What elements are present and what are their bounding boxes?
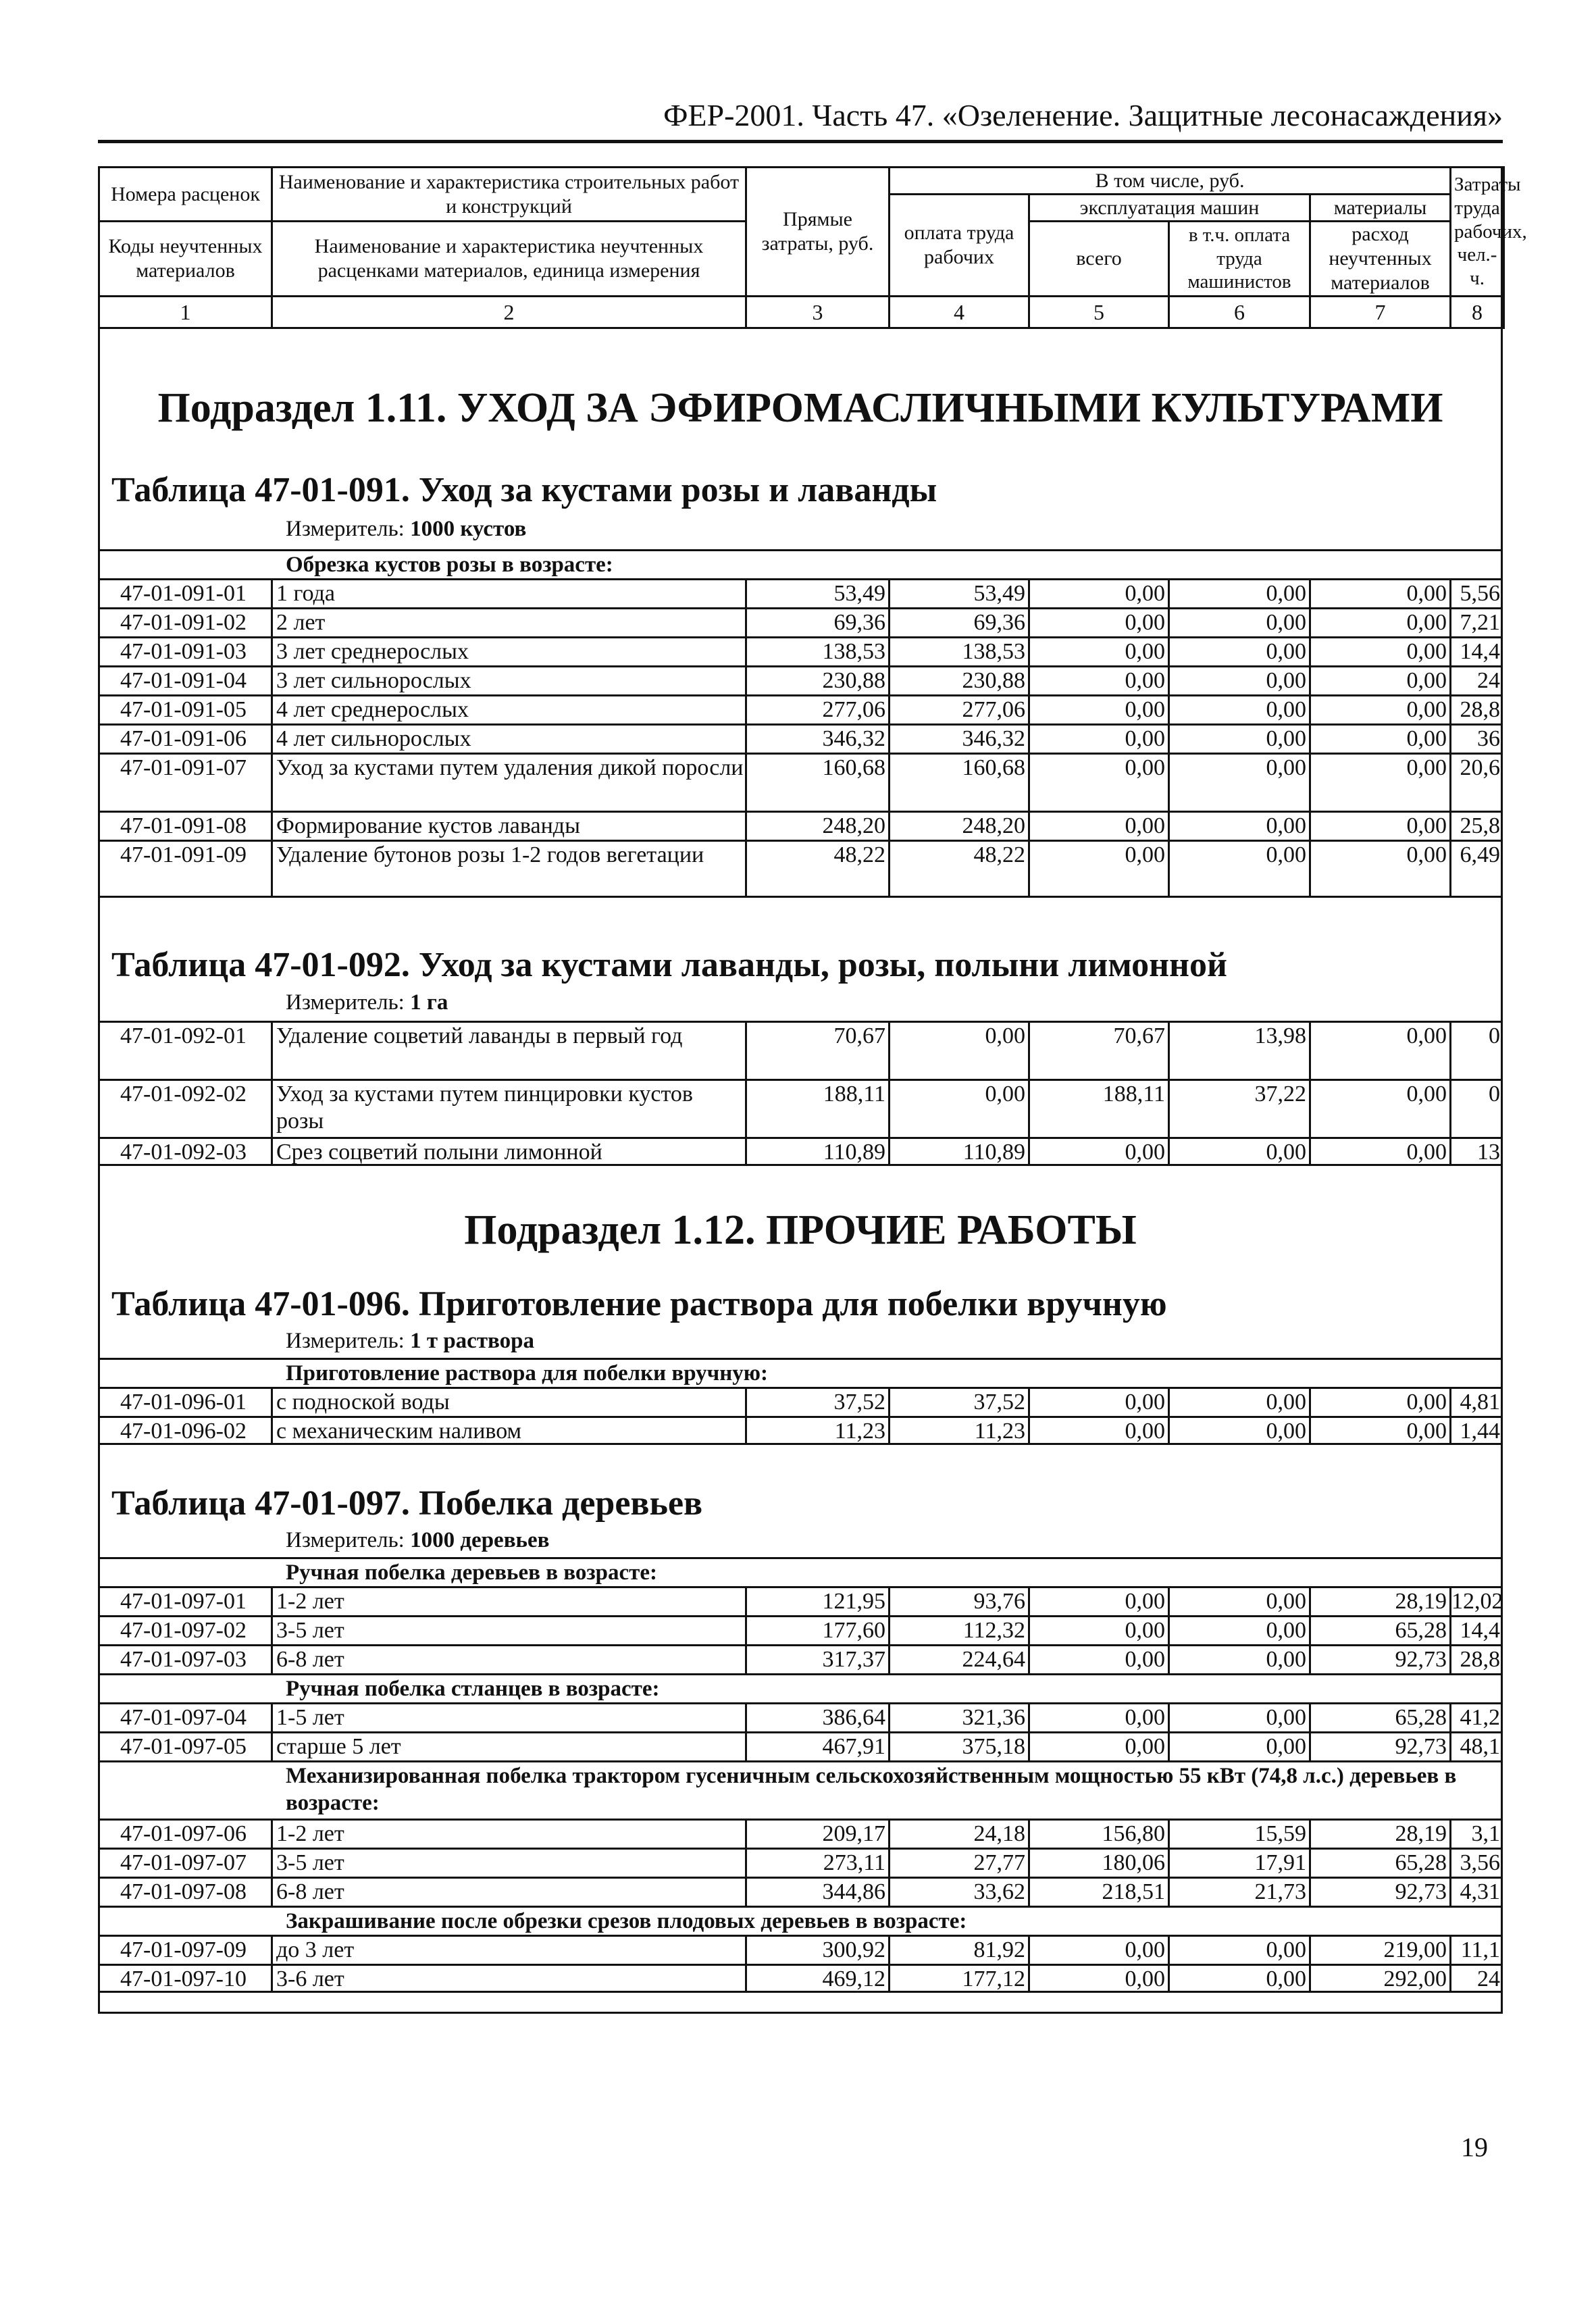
operator-cost-cell: 0,00 bbox=[1168, 1389, 1309, 1416]
work-name: 1-2 лет bbox=[271, 1588, 744, 1615]
direct-cost-cell: 273,11 bbox=[745, 1850, 888, 1877]
machine-cost-cell: 0,00 bbox=[1028, 1389, 1168, 1416]
labor-cost-cell: 375,18 bbox=[888, 1733, 1028, 1760]
material-cost-cell: 28,19 bbox=[1309, 1821, 1449, 1848]
labor-hours-cell: 14,4 bbox=[1449, 638, 1503, 665]
rate-code: 47-01-096-02 bbox=[120, 1419, 247, 1443]
labor-hours-cell: 0 bbox=[1449, 1023, 1503, 1079]
section-title: Подраздел 1.11. УХОД ЗА ЭФИРОМАСЛИЧНЫМИ КУЛЬТУРАМИ bbox=[157, 385, 1443, 431]
machine-cost-cell: 0,00 bbox=[1028, 813, 1168, 840]
labor-cost-cell: 81,92 bbox=[888, 1937, 1028, 1964]
machine-cost-cell: 0,00 bbox=[1028, 842, 1168, 896]
labor-hours-cell: 4,31 bbox=[1449, 1879, 1503, 1906]
labor-cost-cell: 11,23 bbox=[888, 1418, 1028, 1443]
rate-code: 47-01-097-05 bbox=[120, 1734, 247, 1759]
direct-cost-cell: 386,64 bbox=[745, 1704, 888, 1731]
labor-cost-cell: 69,36 bbox=[888, 609, 1028, 636]
table-row bbox=[98, 1644, 1503, 1673]
group-header: Приготовление раствора для побелки вручную: bbox=[98, 1358, 1503, 1387]
measure-label: Измеритель: 1 т раствора bbox=[286, 1329, 534, 1353]
work-name: Удаление соцветий лаванды в первый год bbox=[271, 1023, 744, 1079]
operator-cost-cell: 0,00 bbox=[1168, 696, 1309, 723]
labor-cost-cell: 0,00 bbox=[888, 1081, 1028, 1137]
table-row bbox=[98, 1416, 1503, 1445]
direct-cost-cell: 11,23 bbox=[745, 1418, 888, 1443]
machine-cost-cell: 0,00 bbox=[1028, 667, 1168, 694]
labor-cost-cell: 224,64 bbox=[888, 1646, 1028, 1673]
machine-cost-cell: 180,06 bbox=[1028, 1850, 1168, 1877]
direct-cost-cell: 53,49 bbox=[745, 580, 888, 607]
table-row bbox=[98, 1615, 1503, 1644]
work-name: с механическим наливом bbox=[271, 1418, 744, 1443]
rate-code: 47-01-091-02 bbox=[120, 610, 247, 635]
work-name: 3 лет среднерослых bbox=[271, 638, 744, 665]
table-title: Таблица 47-01-096. Приготовление раствора для побелки вручную bbox=[111, 1285, 1167, 1323]
table-row bbox=[98, 694, 1503, 723]
column-number: 8 bbox=[1451, 297, 1504, 328]
operator-cost-cell: 0,00 bbox=[1168, 638, 1309, 665]
material-cost-cell: 219,00 bbox=[1309, 1937, 1449, 1964]
direct-cost-cell: 69,36 bbox=[745, 609, 888, 636]
material-cost-cell: 28,19 bbox=[1309, 1588, 1449, 1615]
direct-cost-cell: 317,37 bbox=[745, 1646, 888, 1673]
column-number: 7 bbox=[1310, 297, 1451, 328]
direct-cost-cell: 48,22 bbox=[745, 842, 888, 896]
col6-header: в т.ч. оплата труда машинистов bbox=[1169, 222, 1310, 297]
work-name: 4 лет сильнорослых bbox=[271, 726, 744, 753]
direct-cost-cell: 469,12 bbox=[745, 1966, 888, 1991]
labor-cost-cell: 53,49 bbox=[888, 580, 1028, 607]
work-name: Срез соцветий полыни лимонной bbox=[271, 1139, 744, 1164]
rate-code: 47-01-092-01 bbox=[120, 1023, 247, 1048]
labor-hours-cell: 13 bbox=[1449, 1139, 1503, 1164]
material-cost-cell: 0,00 bbox=[1309, 667, 1449, 694]
column-number: 2 bbox=[272, 297, 746, 328]
labor-hours-cell: 25,8 bbox=[1449, 813, 1503, 840]
operator-cost-cell: 13,98 bbox=[1168, 1023, 1309, 1079]
material-cost-cell: 0,00 bbox=[1309, 696, 1449, 723]
col3-header: Прямые затраты, руб. bbox=[746, 168, 890, 297]
group-header: Ручная побелка деревьев в возрасте: bbox=[98, 1557, 1503, 1586]
machine-cost-cell: 0,00 bbox=[1028, 609, 1168, 636]
labor-hours-cell: 20,6 bbox=[1449, 755, 1503, 811]
operator-cost-cell: 0,00 bbox=[1168, 726, 1309, 753]
operator-cost-cell: 0,00 bbox=[1168, 1139, 1309, 1164]
machine-cost-cell: 70,67 bbox=[1028, 1023, 1168, 1079]
col1-bottom-header: Коды неучтенных материалов bbox=[99, 222, 272, 297]
labor-hours-cell: 28,8 bbox=[1449, 696, 1503, 723]
rate-code: 47-01-091-09 bbox=[120, 842, 247, 867]
labor-hours-cell: 5,56 bbox=[1449, 580, 1503, 607]
table-title: Таблица 47-01-097. Побелка деревьев bbox=[111, 1484, 703, 1523]
labor-hours-cell: 41,2 bbox=[1449, 1704, 1503, 1731]
work-name: 3-5 лет bbox=[271, 1617, 744, 1644]
measure-label: Измеритель: 1000 кустов bbox=[286, 517, 527, 541]
table-row bbox=[98, 1387, 1503, 1416]
rate-code: 47-01-092-03 bbox=[120, 1140, 247, 1164]
table-row bbox=[98, 723, 1503, 753]
work-name: 3-6 лет bbox=[271, 1966, 744, 1991]
operator-cost-cell: 0,00 bbox=[1168, 1704, 1309, 1731]
material-cost-cell: 0,00 bbox=[1309, 842, 1449, 896]
rate-code: 47-01-091-07 bbox=[120, 755, 247, 780]
rate-code: 47-01-091-01 bbox=[120, 581, 247, 606]
machine-cost-cell: 0,00 bbox=[1028, 1704, 1168, 1731]
operator-cost-cell: 0,00 bbox=[1168, 755, 1309, 811]
labor-hours-cell: 24 bbox=[1449, 1966, 1503, 1991]
machine-cost-cell: 0,00 bbox=[1028, 638, 1168, 665]
labor-cost-cell: 160,68 bbox=[888, 755, 1028, 811]
material-cost-cell: 0,00 bbox=[1309, 813, 1449, 840]
rate-code: 47-01-091-04 bbox=[120, 668, 247, 693]
page-number: 19 bbox=[1461, 2132, 1488, 2162]
machine-cost-cell: 0,00 bbox=[1028, 1139, 1168, 1164]
table-row bbox=[98, 1731, 1503, 1760]
labor-cost-cell: 321,36 bbox=[888, 1704, 1028, 1731]
labor-cost-cell: 230,88 bbox=[888, 667, 1028, 694]
labor-cost-cell: 112,32 bbox=[888, 1617, 1028, 1644]
machine-cost-cell: 0,00 bbox=[1028, 1617, 1168, 1644]
material-cost-cell: 0,00 bbox=[1309, 755, 1449, 811]
rate-code: 47-01-091-08 bbox=[120, 813, 247, 838]
operator-cost-cell: 0,00 bbox=[1168, 667, 1309, 694]
labor-cost-cell: 346,32 bbox=[888, 726, 1028, 753]
rate-code: 47-01-097-02 bbox=[120, 1618, 247, 1643]
table-row bbox=[98, 1935, 1503, 1964]
operator-cost-cell: 0,00 bbox=[1168, 813, 1309, 840]
group-header: Ручная побелка стланцев в возрасте: bbox=[98, 1673, 1503, 1702]
material-cost-cell: 0,00 bbox=[1309, 726, 1449, 753]
table-frame-bottom bbox=[98, 2012, 1503, 2014]
material-cost-cell: 65,28 bbox=[1309, 1704, 1449, 1731]
labor-hours-cell: 11,1 bbox=[1449, 1937, 1503, 1964]
material-cost-cell: 0,00 bbox=[1309, 1418, 1449, 1443]
page-header: ФЕР-2001. Часть 47. «Озеленение. Защитные лесонасаждения» bbox=[663, 98, 1503, 132]
labor-cost-cell: 110,89 bbox=[888, 1139, 1028, 1164]
rate-code: 47-01-097-03 bbox=[120, 1647, 247, 1672]
machine-cost-cell: 0,00 bbox=[1028, 1937, 1168, 1964]
labor-cost-cell: 0,00 bbox=[888, 1023, 1028, 1079]
work-name: Удаление бутонов розы 1-2 годов вегетации bbox=[271, 842, 744, 896]
incl-header: В том числе, руб. bbox=[890, 168, 1451, 195]
machine-cost-cell: 0,00 bbox=[1028, 1646, 1168, 1673]
labor-hours-cell: 12,02 bbox=[1449, 1588, 1503, 1615]
rate-code: 47-01-097-01 bbox=[120, 1589, 247, 1614]
col7-header: расход неучтенных материалов bbox=[1310, 222, 1451, 297]
operator-cost-cell: 0,00 bbox=[1168, 609, 1309, 636]
direct-cost-cell: 344,86 bbox=[745, 1879, 888, 1906]
direct-cost-cell: 467,91 bbox=[745, 1733, 888, 1760]
machines-header: эксплуатация машин bbox=[1029, 195, 1310, 222]
table-row bbox=[98, 636, 1503, 665]
direct-cost-cell: 177,60 bbox=[745, 1617, 888, 1644]
labor-cost-cell: 177,12 bbox=[888, 1966, 1028, 1991]
machine-cost-cell: 0,00 bbox=[1028, 1733, 1168, 1760]
rates-table bbox=[98, 549, 1503, 898]
labor-hours-cell: 0 bbox=[1449, 1081, 1503, 1137]
col1-top-header: Номера расценок bbox=[99, 168, 272, 222]
labor-cost-cell: 37,52 bbox=[888, 1389, 1028, 1416]
labor-cost-cell: 33,62 bbox=[888, 1879, 1028, 1906]
operator-cost-cell: 0,00 bbox=[1168, 1588, 1309, 1615]
labor-cost-cell: 24,18 bbox=[888, 1821, 1028, 1848]
labor-hours-cell: 3,1 bbox=[1449, 1821, 1503, 1848]
labor-hours-cell: 7,21 bbox=[1449, 609, 1503, 636]
table-row bbox=[98, 578, 1503, 607]
table-row bbox=[98, 1137, 1503, 1166]
work-name: 3 лет сильнорослых bbox=[271, 667, 744, 694]
machine-cost-cell: 218,51 bbox=[1028, 1879, 1168, 1906]
labor-cost-cell: 27,77 bbox=[888, 1850, 1028, 1877]
direct-cost-cell: 230,88 bbox=[745, 667, 888, 694]
work-name: до 3 лет bbox=[271, 1937, 744, 1964]
operator-cost-cell: 17,91 bbox=[1168, 1850, 1309, 1877]
work-name: Формирование кустов лаванды bbox=[271, 813, 744, 840]
col8-header: Затраты труда рабочих, чел.-ч. bbox=[1451, 168, 1504, 297]
group-header: Обрезка кустов розы в возрасте: bbox=[98, 549, 1503, 578]
labor-cost-cell: 277,06 bbox=[888, 696, 1028, 723]
table-row bbox=[98, 753, 1503, 811]
col2-top-header: Наименование и характеристика строительных работ и конструкций bbox=[272, 168, 746, 222]
material-cost-cell: 92,73 bbox=[1309, 1733, 1449, 1760]
col2-bottom-header: Наименование и характеристика неучтенных расценками материалов, единица измерения bbox=[272, 222, 746, 297]
operator-cost-cell: 0,00 bbox=[1168, 1418, 1309, 1443]
labor-hours-cell: 6,49 bbox=[1449, 842, 1503, 896]
machine-cost-cell: 0,00 bbox=[1028, 1966, 1168, 1991]
machine-cost-cell: 0,00 bbox=[1028, 1588, 1168, 1615]
rate-code: 47-01-092-02 bbox=[120, 1082, 247, 1107]
labor-cost-cell: 93,76 bbox=[888, 1588, 1028, 1615]
material-cost-cell: 0,00 bbox=[1309, 580, 1449, 607]
work-name: 1-5 лет bbox=[271, 1704, 744, 1731]
column-number: 6 bbox=[1169, 297, 1310, 328]
operator-cost-cell: 15,59 bbox=[1168, 1821, 1309, 1848]
operator-cost-cell: 21,73 bbox=[1168, 1879, 1309, 1906]
labor-cost-cell: 138,53 bbox=[888, 638, 1028, 665]
material-cost-cell: 0,00 bbox=[1309, 1139, 1449, 1164]
machine-cost-cell: 0,00 bbox=[1028, 696, 1168, 723]
group-header: Механизированная побелка трактором гусеничным сельскохозяйственным мощностью 55 кВт (74,8 л.с.) деревьев в возрасте: bbox=[98, 1760, 1503, 1819]
labor-hours-cell: 36 bbox=[1449, 726, 1503, 753]
labor-hours-cell: 3,56 bbox=[1449, 1850, 1503, 1877]
machine-cost-cell: 188,11 bbox=[1028, 1081, 1168, 1137]
col4-header: оплата труда рабочих bbox=[890, 195, 1029, 297]
material-cost-cell: 0,00 bbox=[1309, 609, 1449, 636]
column-numbers-row bbox=[99, 297, 1504, 328]
labor-cost-cell: 48,22 bbox=[888, 842, 1028, 896]
work-name: 4 лет среднерослых bbox=[271, 696, 744, 723]
table-row bbox=[98, 1079, 1503, 1137]
material-cost-cell: 65,28 bbox=[1309, 1850, 1449, 1877]
machine-cost-cell: 0,00 bbox=[1028, 726, 1168, 753]
direct-cost-cell: 70,67 bbox=[745, 1023, 888, 1079]
operator-cost-cell: 0,00 bbox=[1168, 1733, 1309, 1760]
group-header: Закрашивание после обрезки срезов плодовых деревьев в возрасте: bbox=[98, 1906, 1503, 1935]
work-name: старше 5 лет bbox=[271, 1733, 744, 1760]
table-row bbox=[98, 1021, 1503, 1079]
table-title: Таблица 47-01-091. Уход за кустами розы и лаванды bbox=[111, 471, 937, 509]
direct-cost-cell: 160,68 bbox=[745, 755, 888, 811]
material-cost-cell: 0,00 bbox=[1309, 1023, 1449, 1079]
direct-cost-cell: 188,11 bbox=[745, 1081, 888, 1137]
operator-cost-cell: 37,22 bbox=[1168, 1081, 1309, 1137]
direct-cost-cell: 277,06 bbox=[745, 696, 888, 723]
table-row bbox=[98, 1702, 1503, 1731]
operator-cost-cell: 0,00 bbox=[1168, 580, 1309, 607]
work-name: 6-8 лет bbox=[271, 1646, 744, 1673]
material-cost-cell: 92,73 bbox=[1309, 1879, 1449, 1906]
direct-cost-cell: 37,52 bbox=[745, 1389, 888, 1416]
rates-table bbox=[98, 1021, 1503, 1166]
column-number: 4 bbox=[890, 297, 1029, 328]
machine-cost-cell: 0,00 bbox=[1028, 755, 1168, 811]
table-title: Таблица 47-01-092. Уход за кустами лаванды, розы, полыни лимонной bbox=[111, 946, 1227, 984]
table-row bbox=[98, 665, 1503, 694]
table-row bbox=[98, 840, 1503, 898]
material-cost-cell: 65,28 bbox=[1309, 1617, 1449, 1644]
rate-code: 47-01-096-01 bbox=[120, 1390, 247, 1415]
section-title: Подраздел 1.12. ПРОЧИЕ РАБОТЫ bbox=[464, 1207, 1137, 1253]
direct-cost-cell: 121,95 bbox=[745, 1588, 888, 1615]
work-name: 1-2 лет bbox=[271, 1821, 744, 1848]
material-cost-cell: 0,00 bbox=[1309, 1081, 1449, 1137]
labor-cost-cell: 248,20 bbox=[888, 813, 1028, 840]
rate-code: 47-01-091-05 bbox=[120, 697, 247, 722]
rates-table bbox=[98, 1358, 1503, 1445]
col5-header: всего bbox=[1029, 222, 1169, 297]
machine-cost-cell: 156,80 bbox=[1028, 1821, 1168, 1848]
work-name: с подноской воды bbox=[271, 1389, 744, 1416]
material-cost-cell: 292,00 bbox=[1309, 1966, 1449, 1991]
work-name: 3-5 лет bbox=[271, 1850, 744, 1877]
measure-label: Измеритель: 1000 деревьев bbox=[286, 1528, 550, 1552]
rate-code: 47-01-097-08 bbox=[120, 1879, 247, 1904]
rate-code: 47-01-097-10 bbox=[120, 1966, 247, 1991]
machine-cost-cell: 0,00 bbox=[1028, 1418, 1168, 1443]
direct-cost-cell: 346,32 bbox=[745, 726, 888, 753]
operator-cost-cell: 0,00 bbox=[1168, 1617, 1309, 1644]
operator-cost-cell: 0,00 bbox=[1168, 1646, 1309, 1673]
column-number: 3 bbox=[746, 297, 890, 328]
column-header bbox=[98, 166, 1527, 329]
table-row bbox=[98, 1877, 1503, 1906]
rate-code: 47-01-097-07 bbox=[120, 1850, 247, 1875]
column-number: 5 bbox=[1029, 297, 1169, 328]
labor-hours-cell: 14,4 bbox=[1449, 1617, 1503, 1644]
rate-code: 47-01-097-04 bbox=[120, 1705, 247, 1730]
table-row bbox=[98, 1848, 1503, 1877]
operator-cost-cell: 0,00 bbox=[1168, 1937, 1309, 1964]
direct-cost-cell: 248,20 bbox=[745, 813, 888, 840]
table-row bbox=[98, 811, 1503, 840]
operator-cost-cell: 0,00 bbox=[1168, 842, 1309, 896]
labor-hours-cell: 24 bbox=[1449, 667, 1503, 694]
labor-hours-cell: 48,1 bbox=[1449, 1733, 1503, 1760]
rate-code: 47-01-097-09 bbox=[120, 1937, 247, 1962]
rate-code: 47-01-091-06 bbox=[120, 726, 247, 751]
direct-cost-cell: 300,92 bbox=[745, 1937, 888, 1964]
labor-hours-cell: 4,81 bbox=[1449, 1389, 1503, 1416]
work-name: 1 года bbox=[271, 580, 744, 607]
labor-hours-cell: 1,44 bbox=[1449, 1418, 1503, 1443]
materials-header: материалы bbox=[1310, 195, 1451, 222]
work-name: 6-8 лет bbox=[271, 1879, 744, 1906]
rates-table bbox=[98, 1557, 1503, 1993]
rate-code: 47-01-097-06 bbox=[120, 1821, 247, 1846]
machine-cost-cell: 0,00 bbox=[1028, 580, 1168, 607]
material-cost-cell: 92,73 bbox=[1309, 1646, 1449, 1673]
measure-label: Измеритель: 1 га bbox=[286, 990, 448, 1015]
table-row bbox=[98, 607, 1503, 636]
material-cost-cell: 0,00 bbox=[1309, 638, 1449, 665]
work-name: Уход за кустами путем пинцировки кустов розы bbox=[271, 1081, 744, 1137]
rate-code: 47-01-091-03 bbox=[120, 639, 247, 664]
table-row bbox=[98, 1819, 1503, 1848]
work-name: Уход за кустами путем удаления дикой поросли bbox=[271, 755, 744, 811]
labor-hours-cell: 28,8 bbox=[1449, 1646, 1503, 1673]
table-row bbox=[98, 1964, 1503, 1993]
direct-cost-cell: 110,89 bbox=[745, 1139, 888, 1164]
material-cost-cell: 0,00 bbox=[1309, 1389, 1449, 1416]
direct-cost-cell: 209,17 bbox=[745, 1821, 888, 1848]
table-row bbox=[98, 1586, 1503, 1615]
work-name: 2 лет bbox=[271, 609, 744, 636]
column-number: 1 bbox=[99, 297, 272, 328]
operator-cost-cell: 0,00 bbox=[1168, 1966, 1309, 1991]
header-rule bbox=[98, 140, 1503, 143]
direct-cost-cell: 138,53 bbox=[745, 638, 888, 665]
